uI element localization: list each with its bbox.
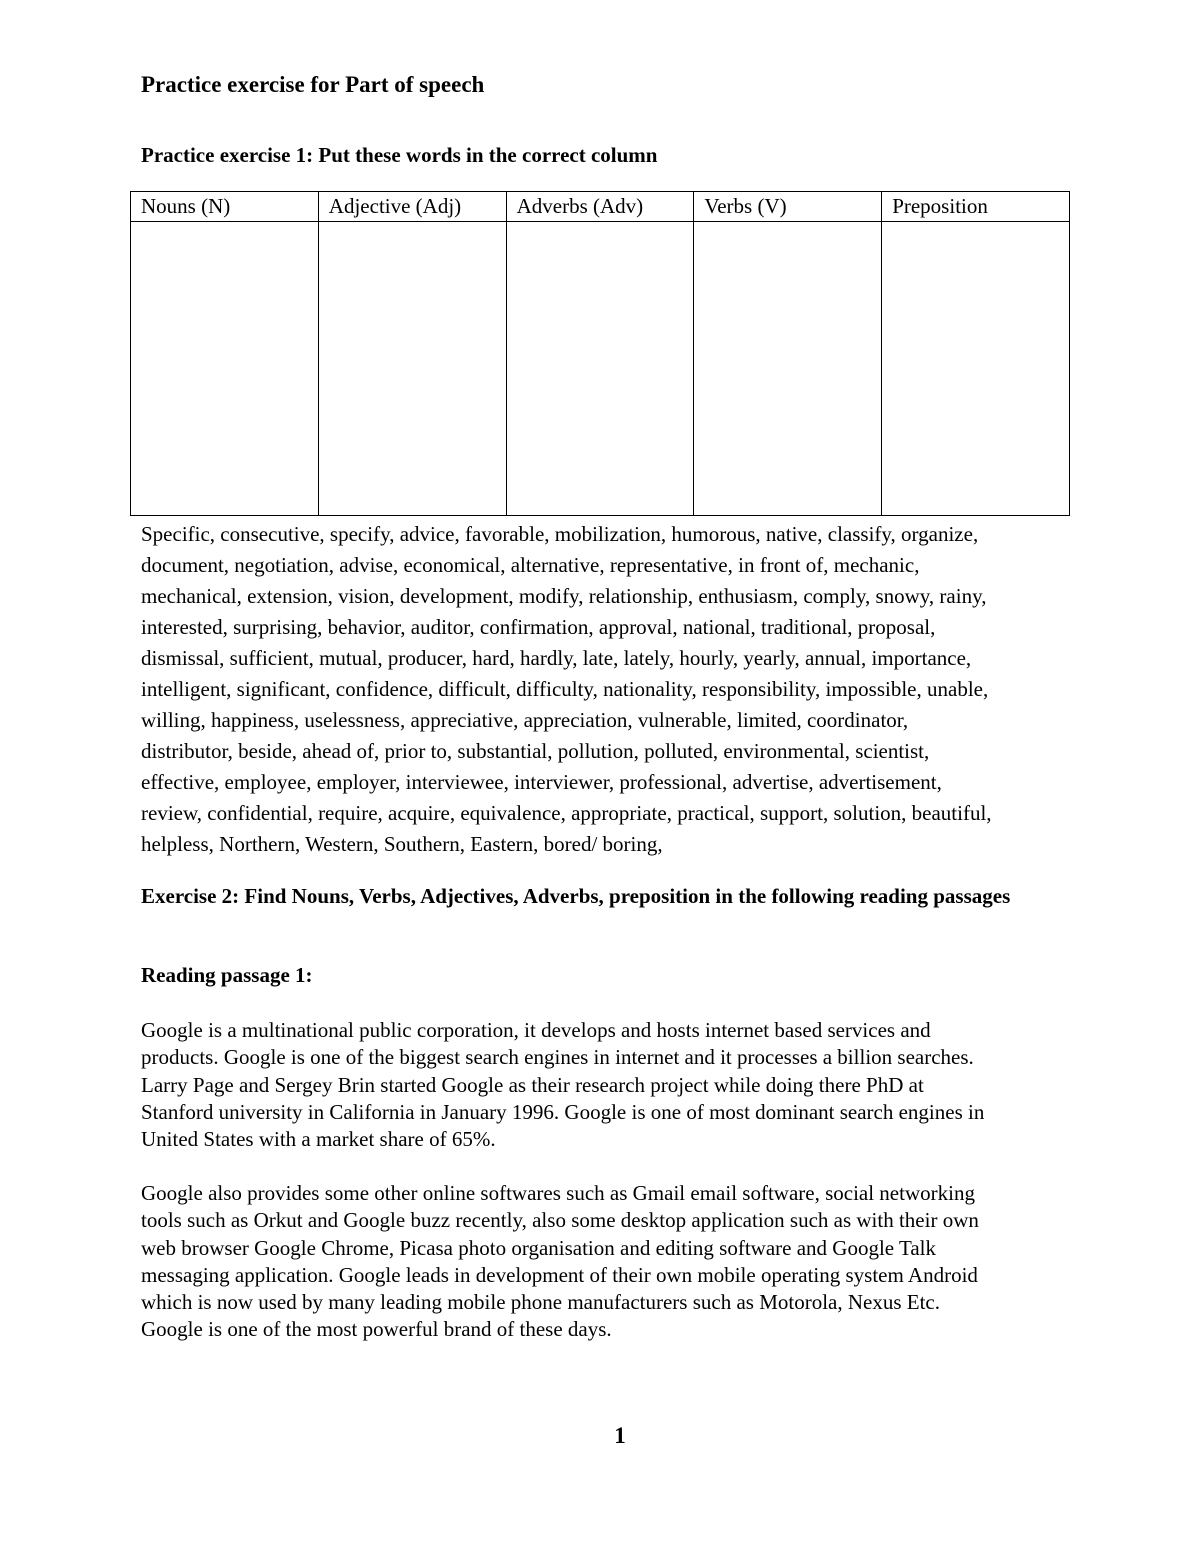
paragraph-line: United States with a market share of 65%. <box>141 1127 496 1152</box>
column-header-preposition: Preposition <box>882 192 1070 222</box>
passage-paragraph-1 <box>141 1017 1101 1153</box>
paragraph-line: Google is a multinational public corporation, it develops and hosts internet based services and <box>141 1018 931 1042</box>
verbs-answer-cell[interactable] <box>694 222 882 516</box>
nouns-answer-cell[interactable] <box>131 222 319 516</box>
column-header-verbs: Verbs (V) <box>694 192 882 222</box>
exercise1-heading: Practice exercise 1: Put these words in the correct column <box>141 143 658 167</box>
word-list-line: effective, employee, employer, interviewee, interviewer, professional, advertise, advertisement, <box>141 770 942 794</box>
word-list <box>141 519 1101 860</box>
table-header-row <box>131 192 1070 222</box>
preposition-answer-cell[interactable] <box>882 222 1070 516</box>
paragraph-line: Larry Page and Sergey Brin started Google as their research project while doing there PhD at <box>141 1072 924 1097</box>
table-answer-row <box>131 222 1070 516</box>
passage-paragraph-2 <box>141 1180 1101 1344</box>
page-number: 1 <box>614 1423 626 1448</box>
word-list-line: interested, surprising, behavior, auditor, confirmation, approval, national, traditional, proposal, <box>141 615 936 639</box>
word-list-line: mechanical, extension, vision, development, modify, relationship, enthusiasm, comply, snowy, rainy, <box>141 584 987 608</box>
exercise2-heading: Exercise 2: Find Nouns, Verbs, Adjectives, Adverbs, preposition in the following reading passages <box>141 884 1011 908</box>
paragraph-line: Stanford university in California in January 1996. Google is one of most dominant search engines in <box>141 1099 985 1124</box>
paragraph-line: Google also provides some other online softwares such as Gmail email software, social networking <box>141 1181 975 1205</box>
document-title: Practice exercise for Part of speech <box>141 72 485 97</box>
paragraph-line: tools such as Orkut and Google buzz recently, also some desktop application such as with their own <box>141 1208 979 1233</box>
adjective-answer-cell[interactable] <box>318 222 506 516</box>
word-list-line: willing, happiness, uselessness, appreciative, appreciation, vulnerable, limited, coordinator, <box>141 708 909 732</box>
paragraph-line: products. Google is one of the biggest search engines in internet and it processes a billion searches. <box>141 1045 974 1070</box>
paragraph-line: which is now used by many leading mobile phone manufacturers such as Motorola, Nexus Etc. <box>141 1290 940 1315</box>
word-list-line: intelligent, significant, confidence, difficult, difficulty, nationality, responsibility, impossible, unable, <box>141 677 989 701</box>
paragraph-line: messaging application. Google leads in development of their own mobile operating system Android <box>141 1262 978 1287</box>
word-list-line: Specific, consecutive, specify, advice, favorable, mobilization, humorous, native, classify, organize, <box>141 522 979 546</box>
adverbs-answer-cell[interactable] <box>506 222 694 516</box>
paragraph-line: Google is one of the most powerful brand of these days. <box>141 1317 612 1342</box>
word-list-line: dismissal, sufficient, mutual, producer, hard, hardly, late, lately, hourly, yearly, annual, importance, <box>141 646 972 670</box>
word-list-line: helpless, Northern, Western, Southern, Eastern, bored/ boring, <box>141 832 663 856</box>
word-list-line: document, negotiation, advise, economical, alternative, representative, in front of, mechanic, <box>141 553 920 577</box>
reading-passage-heading: Reading passage 1: <box>141 963 313 987</box>
column-header-adjective: Adjective (Adj) <box>318 192 506 222</box>
word-list-line: review, confidential, require, acquire, equivalence, appropriate, practical, support, solution, beautiful, <box>141 801 992 825</box>
word-list-line: distributor, beside, ahead of, prior to, substantial, pollution, polluted, environmental, scientist, <box>141 739 930 763</box>
column-header-nouns: Nouns (N) <box>131 192 319 222</box>
column-header-adverbs: Adverbs (Adv) <box>506 192 694 222</box>
parts-of-speech-table <box>130 191 1070 516</box>
paragraph-line: web browser Google Chrome, Picasa photo organisation and editing software and Google Talk <box>141 1235 936 1260</box>
